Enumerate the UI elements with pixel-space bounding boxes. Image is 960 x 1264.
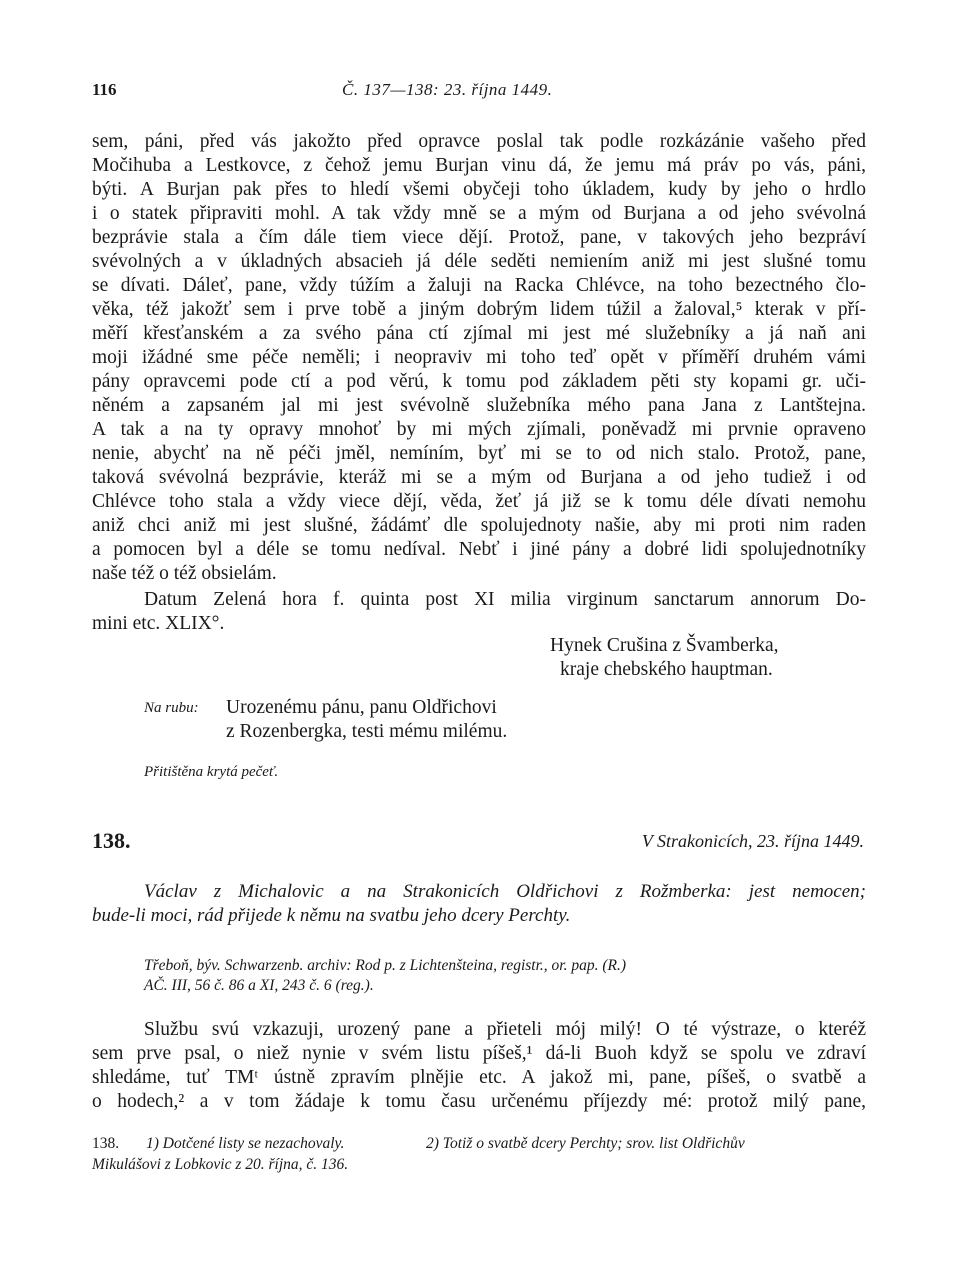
source-line: Třeboň, býv. Schwarzenb. archiv: Rod p. z Lichtenšteina, registr., or. pap. (R.) — [144, 957, 627, 974]
text-line: aniž chci aniž mi jest slušné, žádámť dle spolujednoty našie, aby mi proti nim raden — [92, 515, 866, 536]
text-line: svévolných a v úkladných absacieh já déle seděti nemiením aniž mi jest slušné tomu — [92, 251, 866, 272]
footnote-1: 1) Dotčené listy se nezachovaly. — [146, 1135, 345, 1152]
regest-line: bude-li moci, rád přijede k němu na svatbu jeho dcery Perchty. — [92, 905, 571, 926]
text-line: o hodech,² a v tom žádaje k tomu času určenému příjezdy mé: protož milý pane, — [92, 1091, 866, 1112]
text-line: taková svévolná bezprávie, kteráž mi se a mým od Burjana a od jeho tudiež i od — [92, 467, 866, 488]
text-line: a pomocen byl a déle se tomu nedíval. Nebť i jiné pány a dobré lidi spolujednotníky — [92, 539, 866, 560]
signature-title: kraje chebského hauptman. — [560, 659, 773, 680]
text-line: věka, též jakožť sem i prve tobě a jiným dobrým lidem túžil a žaloval,⁵ kterak v pří- — [92, 299, 866, 320]
signature-name: Hynek Crušina z Švamberka, — [550, 635, 779, 656]
datum-line: mini etc. XLIX°. — [92, 613, 225, 634]
page-number: 116 — [92, 80, 117, 99]
rubu-address: z Rozenbergka, testi mému milému. — [226, 721, 508, 742]
text-line: sem, páni, před vás jakožto před opravce poslal tak podle rozkázánie vašeho před — [92, 131, 866, 152]
text-line: pány opravcemi pode ctí a pod věrú, k tomu pod základem pěti sty kopami gr. uči- — [92, 371, 866, 392]
rubu-address: Urozenému pánu, panu Oldřichovi — [226, 697, 497, 718]
seal-note: Přitištěna krytá pečeť. — [144, 764, 279, 780]
text-line: sem prve psal, o niež nynie v svém listu píšeš,¹ dá-li Buoh když se spolu ve zdraví — [92, 1043, 866, 1064]
text-line: naše též o též obsielám. — [92, 563, 277, 584]
text-line: Službu svú vzkazuji, urozený pane a přieteli mój milý! O té výstraze, o kteréž — [144, 1019, 866, 1040]
text-line: měří křesťanském a za svého pána ctí zjímal mi jest mé služebníky a já naň ani — [92, 323, 866, 344]
text-line: nenie, abychť na ně péči jměl, nemíním, byť mi se to od nich stalo. Protož, pane, — [92, 443, 866, 464]
rubu-label: Na rubu: — [144, 700, 199, 716]
running-title: Č. 137—138: 23. října 1449. — [342, 80, 553, 99]
text-line: A tak a na ty opravy mnohoť by mi mých zjímali, poněvadž mi prvnie opraveno — [92, 419, 866, 440]
text-line: i o statek připraviti mohl. A tak vždy mně se a mým od Burjana a od jeho svévolná — [92, 203, 866, 224]
text-line: se dívati. Dáleť, pane, vždy túžím a žaluji na Racka Chlévce, na toho bezectného člo- — [92, 275, 866, 296]
text-line: něném a zapsaném jal mi jest svévolně služebníka mého pana Jana z Lantštejna. — [92, 395, 866, 416]
footnote-2: 2) Totiž o svatbě dcery Perchty; srov. list Oldřichův — [426, 1135, 745, 1152]
regest-line: Václav z Michalovic a na Strakonicích Oldřichovi z Rožmberka: jest nemocen; — [144, 881, 866, 902]
text-line: shledáme, tuť TMᵗ ústně zpravím plnějie etc. A jakož mi, pane, píšeš, o svatbě a — [92, 1067, 866, 1088]
place-date: V Strakonicích, 23. října 1449. — [641, 831, 864, 851]
source-line: AČ. III, 56 č. 86 a XI, 243 č. 6 (reg.). — [144, 977, 374, 994]
text-line: moji ižádné sme péče neměli; i neopraviv mi toho teď opět v příměří druhém vámi — [92, 347, 866, 368]
datum-line: Datum Zelená hora f. quinta post XI milia virginum sanctarum annorum Do- — [144, 589, 866, 610]
document-number: 138. — [92, 828, 131, 853]
text-line: Chlévce toho stala a vždy viece dějí, věda, žeť já již se k tomu déle dívati nemohu — [92, 491, 866, 512]
text-line: býti. A Burjan pak přes to hledí všemi obyčeji toho úkladem, kudy by jeho o hrdlo — [92, 179, 866, 200]
text-line: bezprávie stala a čím dále tiem viece dějí. Protož, pane, v takových jeho bezpráví — [92, 227, 866, 248]
footnote-label: 138. — [92, 1135, 120, 1152]
footnote-2-continued: Mikulášovi z Lobkovic z 20. října, č. 136. — [92, 1156, 349, 1173]
text-line: Močihuba a Lestkovce, z čehož jemu Burjan vinu dá, že jemu má práv po vás, páni, — [92, 155, 866, 176]
